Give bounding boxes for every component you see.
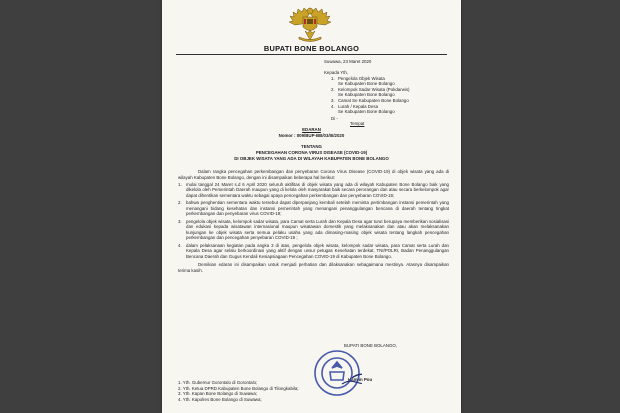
tentang-label: TENTANG <box>301 144 322 149</box>
tentang-line-1: PENCEGAHAN CORONA VIRUS DISEASE (COVID-19) <box>255 150 368 155</box>
tembusan-item: 3. Yth. Kapan Bone Bolango di Suwawa; <box>178 391 258 397</box>
point-item: 2. bahwa penghentian sementara waktu tersebut dapat diperpanjang kembali setelah meminta pertimbangan instansi pemerintah yang menangani bidang kesehatan dan instansi pemerintah yang menangani penanggulangan bencana di daerah tentang tingkat perkembangan dan penyebaran virus COVID-19; <box>178 200 449 217</box>
addressee-kepada: Kepada Yth, <box>324 70 349 75</box>
tembusan-item: 4. Yth. Kapolres Bone Bolango di Suwawa; <box>178 396 262 402</box>
edaran-number: Nomor : 009/BUP-BB/03/III/2020 <box>278 133 345 138</box>
signature-title: BUPATI BONE BOLANGO, <box>344 343 398 348</box>
tembusan-item: 1. Yth. Gubernur Gorontalo di Gorontalo; <box>178 380 258 385</box>
addressee-item: 1. Pengelola Objek Wisata <box>331 75 385 81</box>
letter-date: Suwawa, 23 Maret 2020 <box>324 59 372 64</box>
addressee-tempat: Tempat <box>350 121 365 127</box>
letterhead-divider <box>176 54 447 55</box>
tentang-line-2: DI OBJEK WISATA YANG ADA DI WILAYAH KABUPATEN BONE BOLANGO <box>234 156 389 161</box>
tembusan-item: 2. Yth. Ketua DPRD Kabupaten Bone Bolango di Tilongkabila; <box>178 385 299 391</box>
point-item: 4. dalam pelaksanaan kegiatan pada angka 3 di atas, pengelola objek wisata, kelompok sadar wisata, para Camat serta Lurah dan Kepala Desa agar selalu berkoordinasi yang aktif dengan unsur petugas Kesehatan terdekat, TNI/POLRI, Badan Penanggulangan Bencana Daerah dan Gugus Kendali Kesiapsiagaan Pencegahan COVID-19 di Kabupaten Bone Bolango. <box>178 242 449 259</box>
addressee-item: 4. Lurah / Kepala Desa <box>331 103 379 109</box>
letter-body <box>178 169 449 275</box>
point-item: 1. mulai tanggal 24 Maret s.d 6 April 2020 seluruh aktifitas di objek wisata yang ada di wilayah Kabupaten Bone Bolango baik yang dikelola oleh Pemerintah Daerah maupun yang di kelola oleh masyarakat baik secara perorangan dan atau secara berkelompok agar dapat dihentikan sementara waktu sebagai upaya pencegahan perkembangan dan penyebaran COVID-19; <box>178 181 449 198</box>
addressee-item-line: Se Kabupaten Bone Bolango <box>338 81 395 87</box>
tembusan-list <box>178 380 299 402</box>
point-item: 3. pengelola objek wisata, kelompok sadar wisata, para Camat serta Lurah dan Kepala Desa agar turut berupaya memberikan sosialisasi dan edukasi kepada wisatawan internasional maupun wisatawan domestik yang melaksanakan dan atau akan melaksanakan kunjungan ke objek wisata serta semua pelaku usaha yang ada dimasing-masing objek wisata tentang langkah pencegahan perkembangan dan pencegahan penyebaran COVID-19 ; <box>178 218 449 241</box>
garuda-emblem-icon <box>288 4 332 44</box>
addressee-item: 2. Kelompok Sadar Wisata (Pokdarwis) <box>331 86 410 92</box>
addressee-item-line: Se Kabupaten Bone Bolango <box>338 109 395 115</box>
official-stamp-icon <box>312 348 362 398</box>
letterhead-title: BUPATI BONE BOLANGO <box>263 44 360 53</box>
edaran-title: EDARAN <box>302 127 321 132</box>
intro-paragraph: Dalam rangka pencegahan perkembangan dan penyebaran Corona Virus Disease (COVID-19) di objek wisata yang ada di wilayah Kabupaten Bone Bolango, dengan ini disampaikan beberapa hal berikut: <box>178 169 449 180</box>
letter-page <box>162 0 461 413</box>
addressee-block <box>324 70 410 127</box>
addressee-item-line: Se Kabupaten Bone Bolango <box>338 92 395 98</box>
signature-name: Hamim Pou <box>348 376 373 382</box>
addressee-item: 3. Camat Se Kabupaten Bone Bolango <box>331 97 409 103</box>
closing-paragraph: Demikian edaran ini disampaikan untuk menjadi perhatian dan dilaksanakan sebagaimana mestinya. Atasnya disampaikan terima kasih. <box>178 262 449 273</box>
addressee-di: Di - <box>331 115 338 121</box>
